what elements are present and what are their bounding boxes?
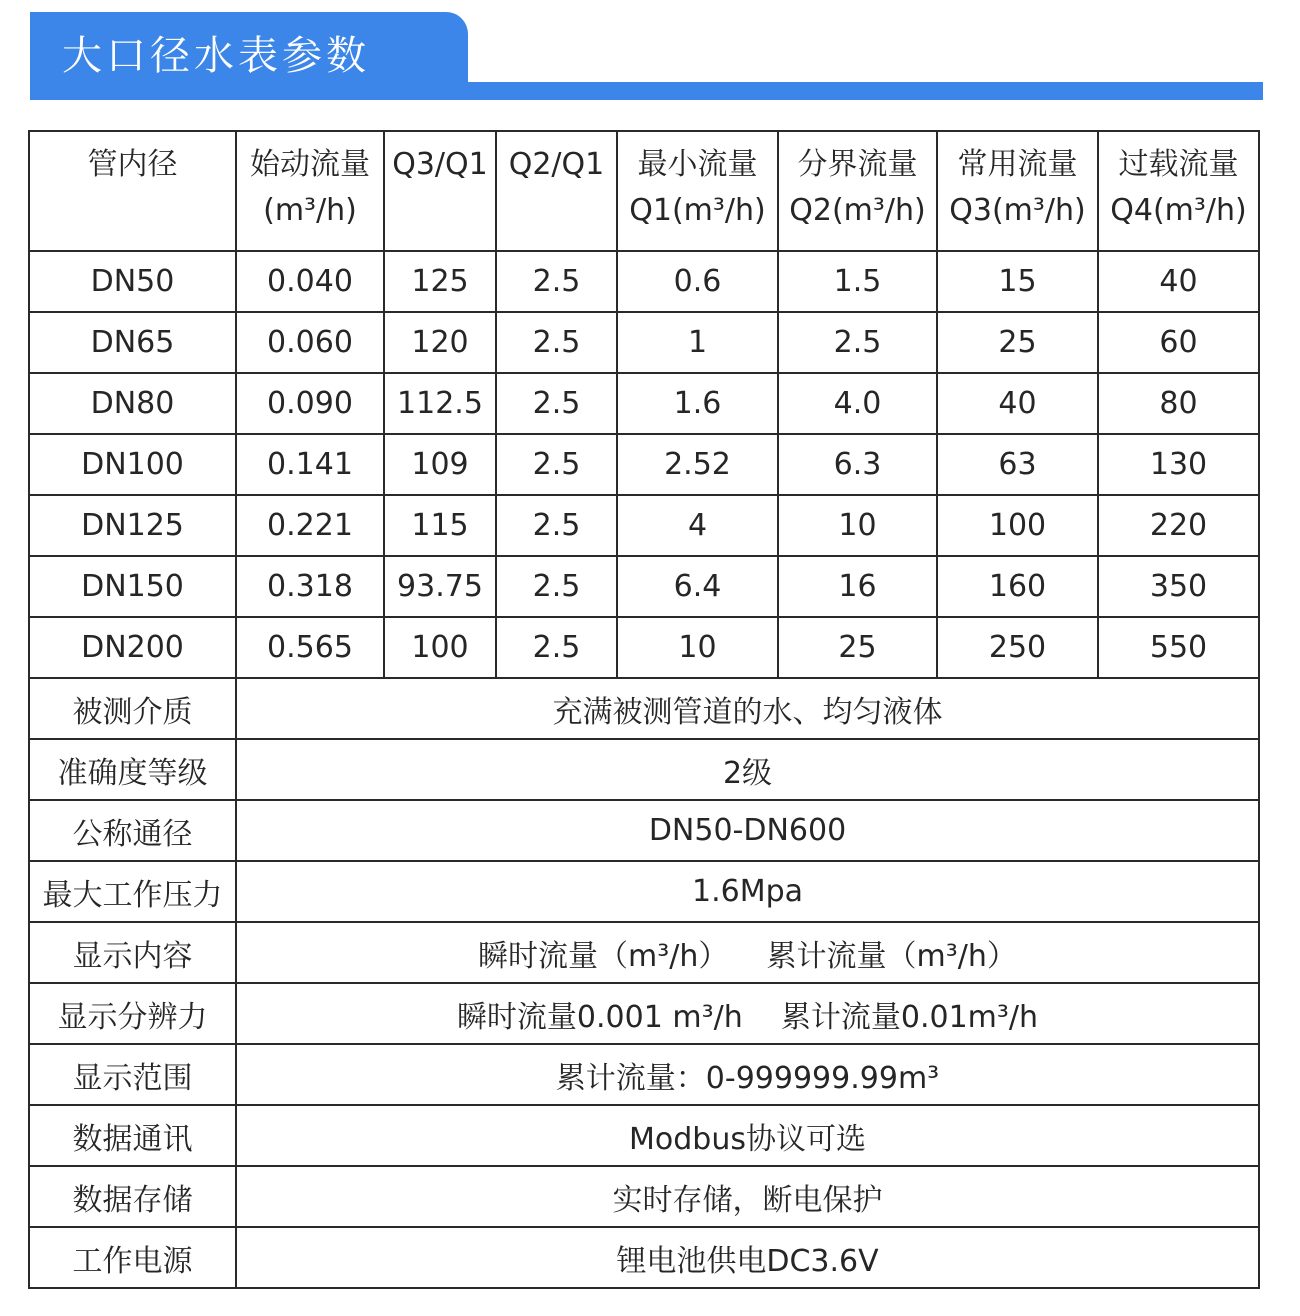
table-cell: 2.5	[778, 312, 937, 373]
table-cell: DN100	[29, 434, 236, 495]
header-cell	[617, 131, 778, 251]
table-row	[29, 556, 1259, 617]
header-line1: Q2/Q1	[508, 147, 605, 182]
spec-label: 显示范围	[29, 1044, 236, 1105]
header-line1: 常用流量	[957, 147, 1078, 182]
page-title: 大口径水表参数	[62, 33, 370, 79]
table-cell: 10	[617, 617, 778, 678]
table-cell: 1.6	[617, 373, 778, 434]
table-cell: 63	[937, 434, 1098, 495]
header-line2: Q4(m³/h)	[1110, 193, 1247, 228]
table-cell: 2.5	[496, 617, 617, 678]
table-cell: 160	[937, 556, 1098, 617]
header-cell	[384, 131, 496, 251]
spec-label: 公称通径	[29, 800, 236, 861]
table-row	[29, 434, 1259, 495]
table-cell: 0.060	[236, 312, 384, 373]
header-line2: Q1(m³/h)	[629, 193, 766, 228]
table-cell: 4.0	[778, 373, 937, 434]
table-cell: 6.4	[617, 556, 778, 617]
header-cell	[496, 131, 617, 251]
table-header-row	[29, 131, 1259, 251]
spec-row	[29, 922, 1259, 983]
header-line1: 过载流量	[1118, 147, 1239, 182]
table-cell: 2.5	[496, 312, 617, 373]
table-cell: 25	[778, 617, 937, 678]
header-cell	[29, 131, 236, 251]
spec-row	[29, 678, 1259, 739]
table-cell: 60	[1098, 312, 1259, 373]
spec-label: 数据存储	[29, 1166, 236, 1227]
table-cell: 550	[1098, 617, 1259, 678]
table-row	[29, 251, 1259, 312]
table-cell: DN125	[29, 495, 236, 556]
table-cell: 0.221	[236, 495, 384, 556]
table-cell: 220	[1098, 495, 1259, 556]
table-cell: 125	[384, 251, 496, 312]
spec-row	[29, 1105, 1259, 1166]
header-cell	[778, 131, 937, 251]
spec-value: 瞬时流量0.001 m³/h 累计流量0.01m³/h	[236, 983, 1259, 1044]
spec-row	[29, 1227, 1259, 1288]
header-line2: (m³/h)	[263, 193, 357, 228]
spec-value: 充满被测管道的水、均匀液体	[236, 678, 1259, 739]
table-cell: 1.5	[778, 251, 937, 312]
spec-value: 2级	[236, 739, 1259, 800]
table-row	[29, 312, 1259, 373]
spec-row	[29, 1166, 1259, 1227]
table-cell: 4	[617, 495, 778, 556]
spec-row	[29, 739, 1259, 800]
spec-value: 实时存储，断电保护	[236, 1166, 1259, 1227]
table-cell: 115	[384, 495, 496, 556]
table-cell: 1	[617, 312, 778, 373]
spec-row	[29, 800, 1259, 861]
table-cell: 2.5	[496, 373, 617, 434]
table-cell: 0.040	[236, 251, 384, 312]
header-line1: 分界流量	[797, 147, 918, 182]
table-cell: 6.3	[778, 434, 937, 495]
table-cell: 112.5	[384, 373, 496, 434]
header-line2: Q3(m³/h)	[949, 193, 1086, 228]
header-cell	[937, 131, 1098, 251]
spec-label: 显示分辨力	[29, 983, 236, 1044]
spec-row	[29, 861, 1259, 922]
spec-label: 准确度等级	[29, 739, 236, 800]
table-cell: 250	[937, 617, 1098, 678]
table-cell: DN50	[29, 251, 236, 312]
table-cell: 0.141	[236, 434, 384, 495]
table-cell: 93.75	[384, 556, 496, 617]
table-cell: 130	[1098, 434, 1259, 495]
spec-value: 锂电池供电DC3.6V	[236, 1227, 1259, 1288]
table-cell: 16	[778, 556, 937, 617]
header-cell	[1098, 131, 1259, 251]
table-cell: DN80	[29, 373, 236, 434]
table-cell: 2.5	[496, 251, 617, 312]
header-line1: 最小流量	[637, 147, 758, 182]
spec-label: 数据通讯	[29, 1105, 236, 1166]
table-cell: DN200	[29, 617, 236, 678]
spec-value: Modbus协议可选	[236, 1105, 1259, 1166]
spec-row	[29, 1044, 1259, 1105]
spec-label: 被测介质	[29, 678, 236, 739]
table-cell: 120	[384, 312, 496, 373]
table-cell: 40	[1098, 251, 1259, 312]
table-cell: 0.318	[236, 556, 384, 617]
header-cell	[236, 131, 384, 251]
table-cell: 15	[937, 251, 1098, 312]
parameter-table	[28, 130, 1260, 1289]
table-row	[29, 617, 1259, 678]
table-cell: DN150	[29, 556, 236, 617]
table-cell: 0.565	[236, 617, 384, 678]
header-line1: 管内径	[87, 147, 178, 182]
table-cell: 0.6	[617, 251, 778, 312]
spec-label: 工作电源	[29, 1227, 236, 1288]
table-row	[29, 495, 1259, 556]
header-line1: 始动流量	[250, 147, 370, 182]
spec-label: 最大工作压力	[29, 861, 236, 922]
spec-label: 显示内容	[29, 922, 236, 983]
header-line2: Q2(m³/h)	[789, 193, 926, 228]
spec-value: 瞬时流量（m³/h） 累计流量（m³/h）	[236, 922, 1259, 983]
table-cell: 109	[384, 434, 496, 495]
header-line1: Q3/Q1	[392, 147, 488, 182]
table-cell: 25	[937, 312, 1098, 373]
spec-row	[29, 983, 1259, 1044]
table-cell: 10	[778, 495, 937, 556]
table-cell: 350	[1098, 556, 1259, 617]
table-cell: 2.5	[496, 434, 617, 495]
spec-value: 1.6Mpa	[236, 861, 1259, 922]
title-underline-bar	[30, 82, 1263, 100]
spec-value: DN50-DN600	[236, 800, 1259, 861]
table-cell: 0.090	[236, 373, 384, 434]
table-cell: 2.5	[496, 495, 617, 556]
table-cell: 80	[1098, 373, 1259, 434]
table-cell: DN65	[29, 312, 236, 373]
table-cell: 40	[937, 373, 1098, 434]
table-cell: 100	[384, 617, 496, 678]
table-cell: 2.5	[496, 556, 617, 617]
spec-value: 累计流量：0-999999.99m³	[236, 1044, 1259, 1105]
table-cell: 100	[937, 495, 1098, 556]
table-row	[29, 373, 1259, 434]
table-cell: 2.52	[617, 434, 778, 495]
